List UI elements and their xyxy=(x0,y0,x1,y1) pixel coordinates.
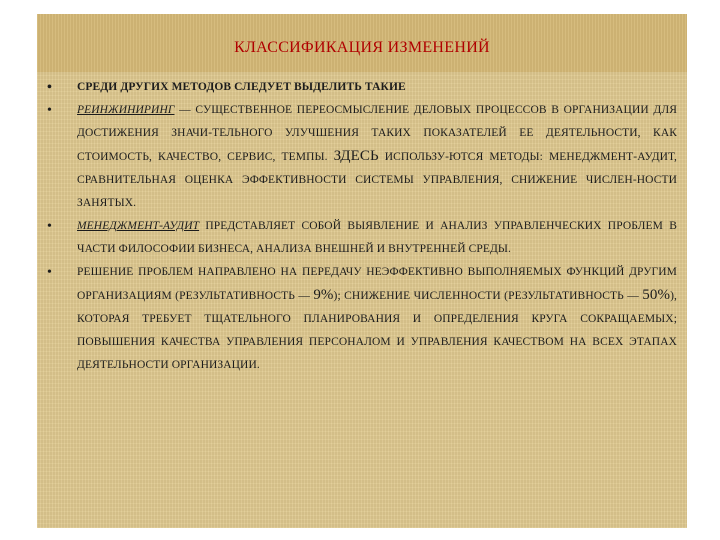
term-reengineering: РЕИНЖИНИРИНГ xyxy=(77,104,175,116)
bullet-text: ИСПОЛЬЗУ-ЮТСЯ МЕТОДЫ: МЕНЕДЖМЕНТ-АУДИТ, СРАВНИТЕЛЬНАЯ ОЦЕНКА ЭФФЕКТИВНОСТИ СИСТЕМЫ УПРАВЛЕНИЯ, СНИЖЕНИЕ ЧИСЛЕН-НОСТИ ЗАНЯТЫХ. xyxy=(77,151,677,209)
bullet-text: — СУЩЕСТВЕННОЕ ПЕРЕОСМЫСЛЕНИЕ ДЕЛОВЫХ ПРОЦЕССОВ В ОРГАНИЗАЦИИ ДЛЯ ДОСТИЖЕНИЯ ЗНАЧИ-ТЕЛЬНОГО УЛУЧШЕНИЯ ТАКИХ ПОКАЗАТЕЛЕЙ ЕЕ ДЕЯТЕЛЬНОСТИ, КАК СТОИМОСТЬ, КАЧЕСТВО, СЕРВИС, ТЕМПЫ. xyxy=(77,104,677,163)
bullet-item-2 xyxy=(47,99,677,215)
bullet-item-4 xyxy=(47,261,677,377)
bullet-dot: • xyxy=(47,80,53,95)
bullet-text: СРЕДИ ДРУГИХ МЕТОДОВ СЛЕДУЕТ ВЫДЕЛИТЬ ТАКИЕ xyxy=(77,81,406,93)
bullet-text: ); СНИЖЕНИЕ ЧИСЛЕННОСТИ (РЕЗУЛЬТАТИВНОСТЬ — xyxy=(333,290,643,302)
percent-value-1: 9% xyxy=(313,287,334,303)
bullet-dot: • xyxy=(47,103,53,118)
bullet-dot: • xyxy=(47,219,53,234)
slide-title: КЛАССИФИКАЦИЯ ИЗМЕНЕНИЙ xyxy=(234,39,490,56)
bullet-dot: • xyxy=(47,265,53,280)
term-management-audit: МЕНЕДЖМЕНТ-АУДИТ xyxy=(77,220,200,232)
title-bar xyxy=(37,14,687,72)
bullet-lead: РЕШЕНИЕ xyxy=(77,266,134,278)
slide xyxy=(37,14,687,528)
bullet-text: ПРЕДСТАВЛЯЕТ СОБОЙ ВЫЯВЛЕНИЕ И АНАЛИЗ УПРАВЛЕНЧЕСКИХ ПРОБЛЕМ В ЧАСТИ ФИЛОСОФИИ БИЗНЕСА, АНАЛИЗА ВНЕШНЕЙ И ВНУТРЕННЕЙ СРЕДЫ. xyxy=(77,220,677,255)
bullet-text: ПРОБЛЕМ НАПРАВЛЕНО НА ПЕРЕДАЧУ НЕЭФФЕКТИВНО ВЫПОЛНЯЕМЫХ ФУНКЦИЙ ДРУГИМ ОРГАНИЗАЦИЯМ (РЕЗУЛЬТАТИВНОСТЬ — xyxy=(77,266,677,302)
bullet-item-3 xyxy=(47,215,677,261)
bullet-text: ), КОТОРАЯ ТРЕБУЕТ ТЩАТЕЛЬНОГО ПЛАНИРОВАНИЯ И ОПРЕДЕЛЕНИЯ КРУГА СОКРАЩАЕМЫХ; ПОВЫШЕНИЯ КАЧЕСТВА УПРАВЛЕНИЯ ПЕРСОНАЛОМ И УПРАВЛЕНИЯ КАЧЕСТВОМ НА ВСЕХ ЭТАПАХ ДЕЯТЕЛЬНОСТИ ОРГАНИЗАЦИИ. xyxy=(77,290,677,371)
bullet-item-1 xyxy=(47,76,677,99)
bullet-text-here: ЗДЕСЬ xyxy=(333,148,379,164)
slide-body xyxy=(47,76,677,377)
percent-value-2: 50% xyxy=(642,287,671,303)
